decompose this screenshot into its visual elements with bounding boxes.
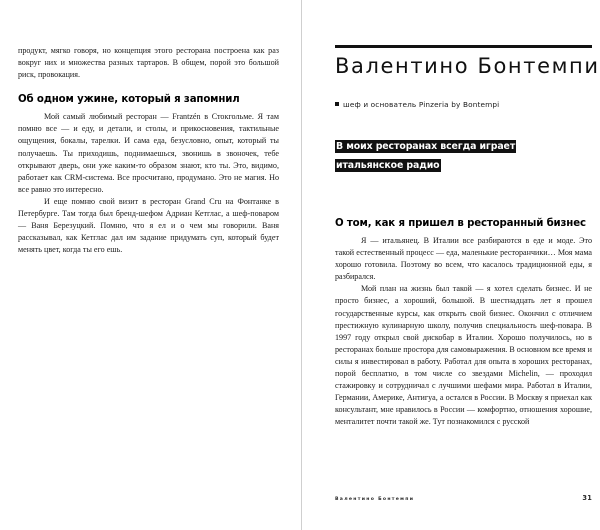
- left-paragraph-2: И еще помню свой визит в ресторан Grand Cru на Фонтанке в Петербурге. Там тогда был бренд-шефом Адриан Кетглас, а шеф-поваром — Ваня Березуцкий. Помню, что я ел и о чем мы говорили. Ваня рассказывал, как Кетглас дал им задание придумать суп, который будет менять цвет, когда ты его ешь.: [18, 196, 279, 254]
- section-heading: Об одном ужине, который я запомнил: [18, 94, 240, 106]
- pull-quote-text: В моих ресторанах всегда играет итальянское радио: [336, 140, 516, 171]
- chapter-title: Валентино Бонтемпи: [335, 54, 600, 78]
- pull-quote: [335, 136, 540, 174]
- footer-author-name: Валентино Бонтемпи: [335, 497, 415, 502]
- byline-text: шеф и основатель Pinzeria by Bontempi: [343, 99, 500, 109]
- left-paragraph-1: Мой самый любимый ресторан — Frantzén в Стокгольме. Я там помню все — и еду, и детали, и столы, и прикосновения, тактильные ощущения, бокалы, тарелки. И сама еда, безусловно, опыт, который ты получаешь. Ты приходишь, поднимаешься, звонишь в звоночек, тебе открывают дверь, они уже каким-то образом знают, кто ты. Это, видимо, работает как CRM-система. Все просчитано, продумано. Это не магия. Но все равно это интересно.: [18, 112, 279, 194]
- running-footer: [335, 494, 592, 502]
- title-rule: [335, 45, 592, 48]
- right-page: [301, 0, 600, 530]
- right-paragraph-2: Мой план на жизнь был такой — я хотел сделать бизнес. И не просто бизнес, а хороший, большой. В шестнадцать лет я прошел государственные курсы, как открыть свой бизнес. Окончил с отличием престижную кулинарную школу, получив специальность шеф-повара. В 1997 году открыл свой дискобар в Италии. Хорошо получилось, но в ресторанах больше простора для самовыражения. В основном все время и силы я инвестировал в работу. Работал для опыта в хороших ресторанах, порой бесплатно, в том числе со звездами Michelin, — проходил стажировку и сотрудничал с лучшими шефами мира. Работал в Италии, Германии, Америке, Антигуа, а остался в России. В Москву я приехал как консультант, мне нравилось в России — комфортно, отношения хорошие, менталитет почти такой же. Тут познакомился с русской: [335, 284, 592, 426]
- page-number: 31: [582, 494, 592, 502]
- continuation-paragraph: продукт, мягко говоря, но концепция этого ресторана построена как раз вокруг них и множества разных тартаров. В общем, порой это большой риск, провокация.: [18, 46, 279, 80]
- byline: [335, 100, 592, 109]
- sub-heading: О том, как я пришел в ресторанный бизнес: [335, 218, 586, 230]
- right-paragraph-1: Я — итальянец. В Италии все разбираются в еде и моде. Это такой естественный процесс — еда, маленькие ресторанчики… Моя мама хорошо готовила. Поэтому во всем, что касалось традиционной еды, я разбирался.: [335, 236, 592, 282]
- square-bullet-icon: [335, 102, 339, 106]
